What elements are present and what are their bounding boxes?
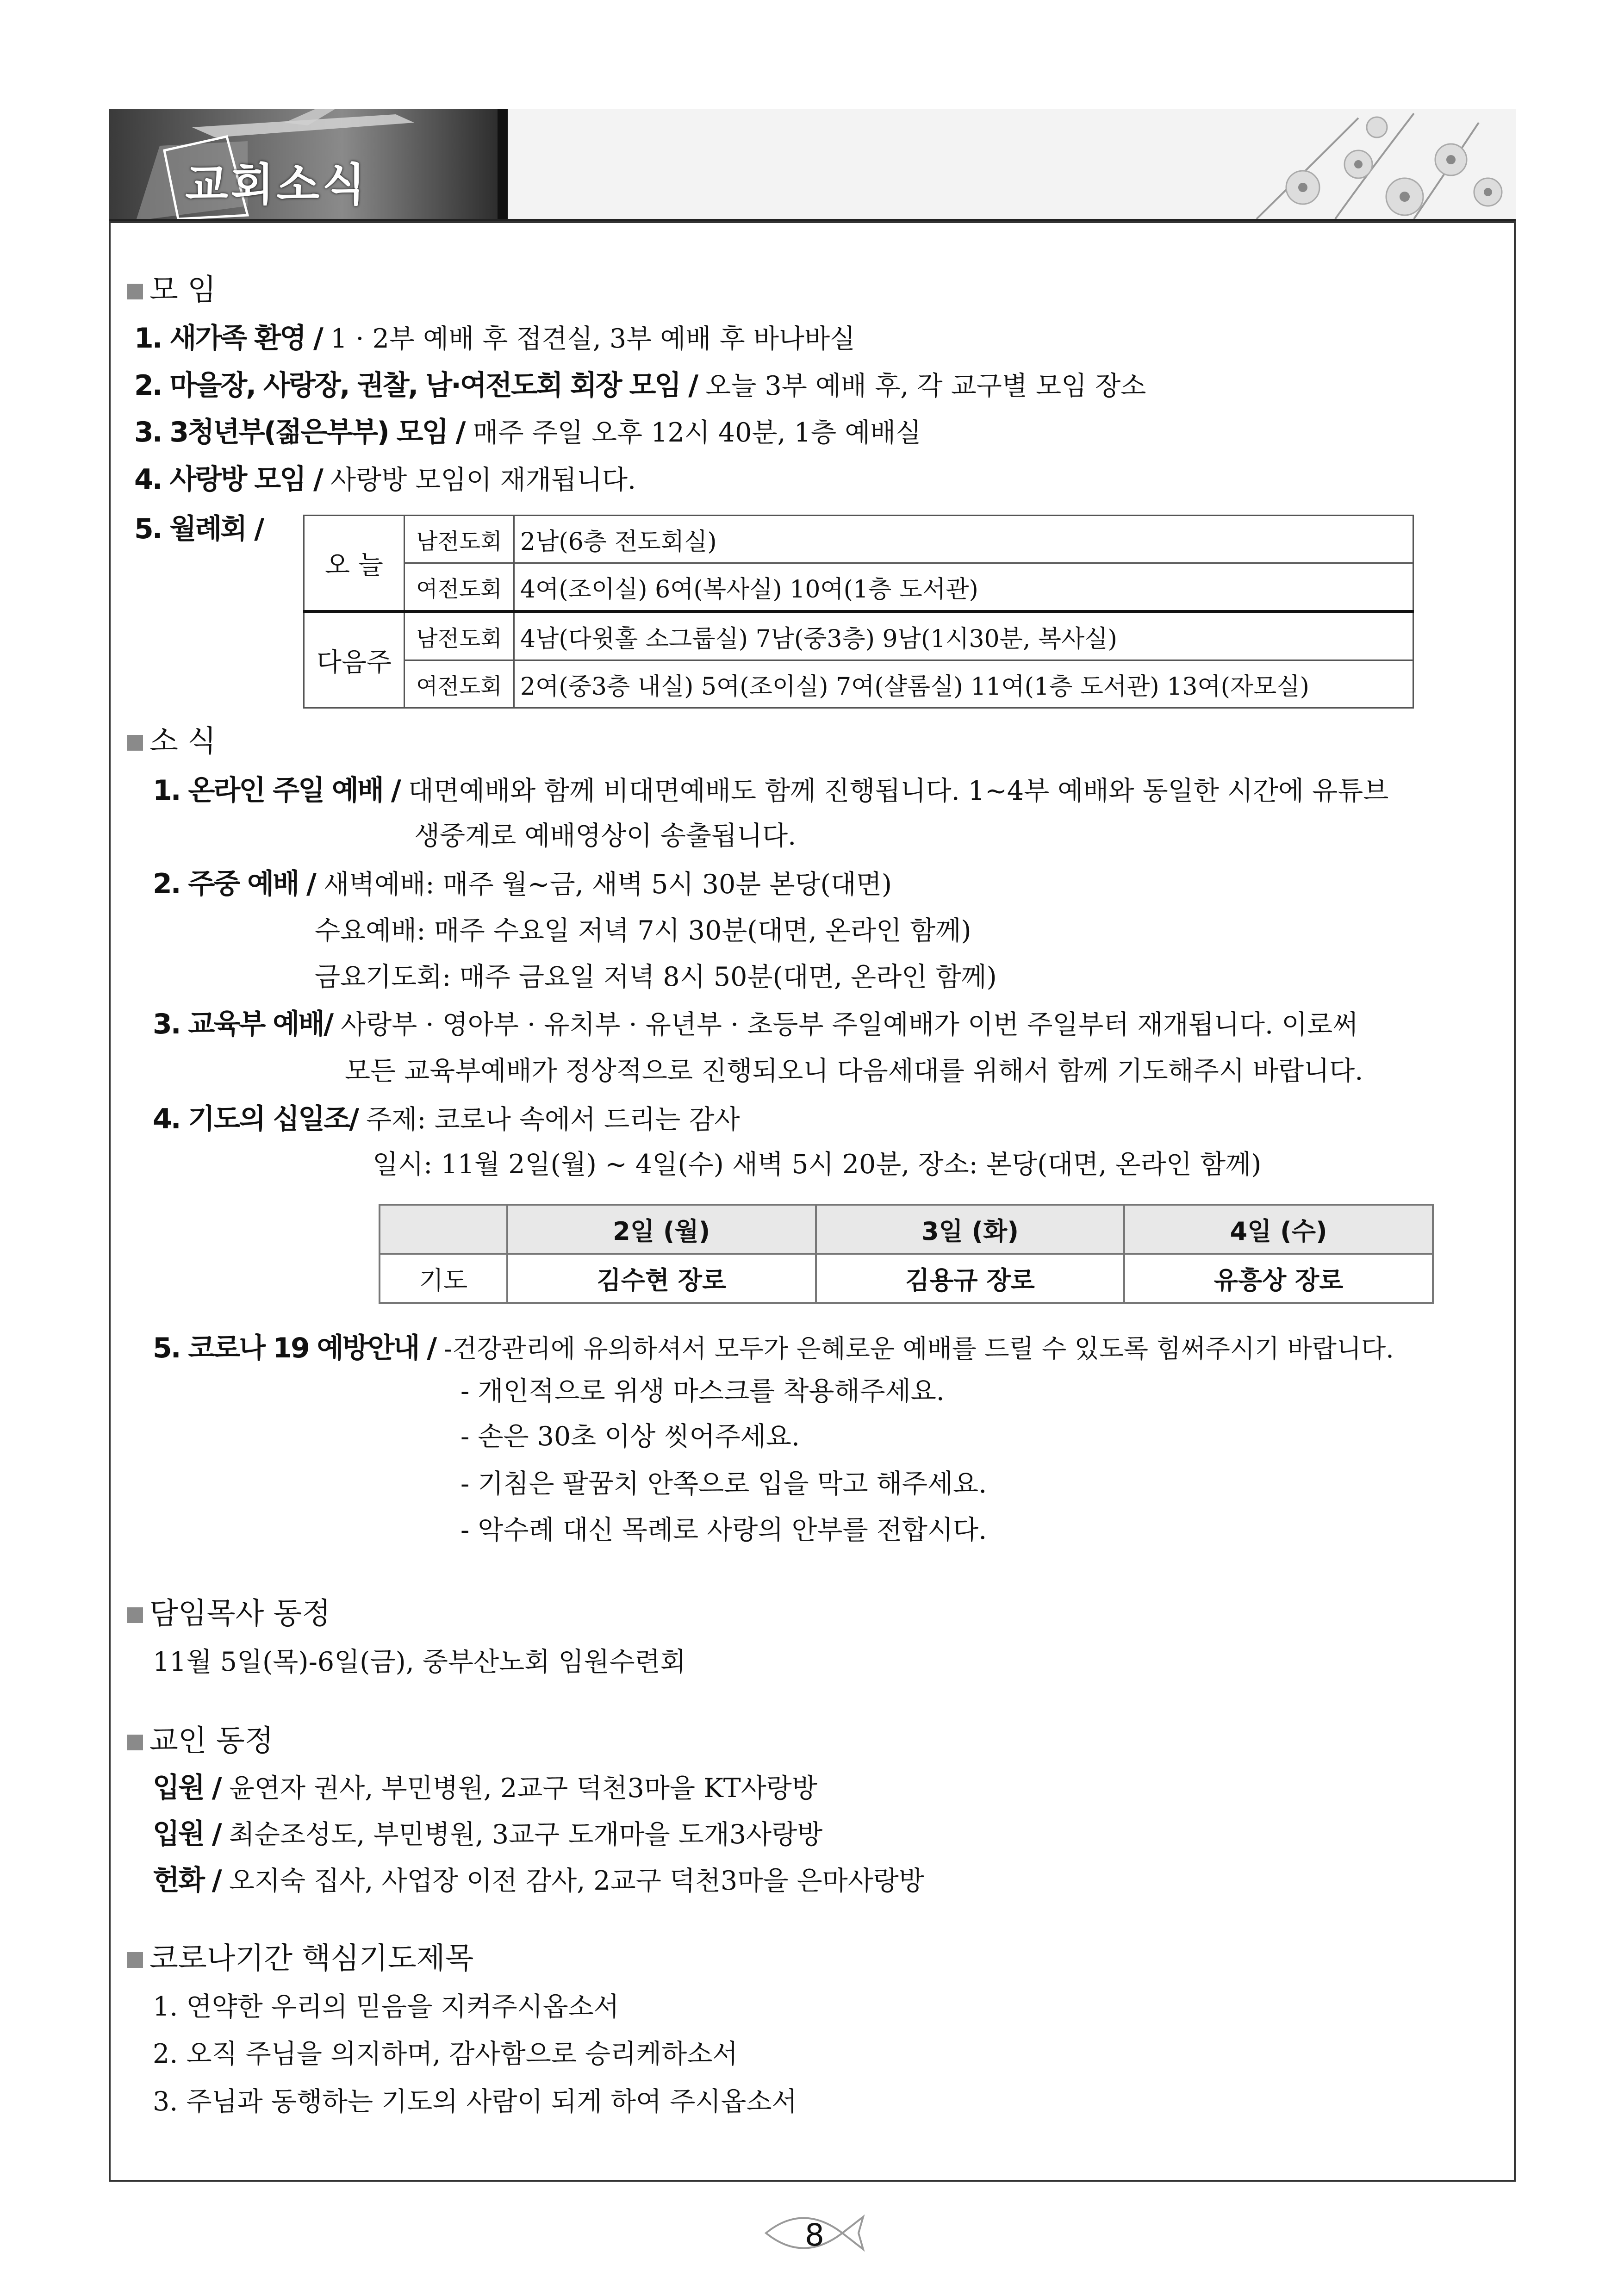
member-item: 입원 / 윤연자 권사, 부민병원, 2교구 덕천3마을 KT사랑방 — [153, 1772, 817, 1804]
table-header-cell: 3일 (화) — [816, 1205, 1125, 1254]
section-heading-news: 소 식 — [127, 717, 216, 760]
table-cell: 김수현 장로 — [507, 1254, 816, 1303]
member-item: 입원 / 최순조성도, 부민병원, 3교구 도개마을 도개3사랑방 — [153, 1818, 823, 1850]
prayer-schedule-table — [379, 1204, 1434, 1304]
table-cell: 여전도회 — [404, 660, 514, 708]
meeting-item: 2. 마을장, 사랑장, 권찰, 남·여전도회 회장 모임 / 오늘 3부 예배 후, 각 교구별 모임 장소 — [134, 369, 1146, 402]
flower-decoration-icon — [1220, 109, 1516, 219]
meeting-item: 4. 사랑방 모임 / 사랑방 모임이 재개됩니다. — [134, 463, 636, 496]
wollye-group-today: 오 늘 — [304, 516, 404, 612]
table-cell: 남전도회 — [404, 612, 514, 660]
page-number — [761, 2205, 868, 2261]
table-row — [304, 563, 1413, 612]
bullet-square-icon — [127, 735, 143, 751]
news-item-continuation: 생중계로 예배영상이 송출됩니다. — [414, 821, 797, 851]
table-row — [380, 1254, 1433, 1303]
bullet-square-icon — [127, 1607, 143, 1623]
news-item: 2. 주중 예배 / 새벽예배: 매주 월~금, 새벽 5시 30분 본당(대면) — [153, 868, 892, 900]
table-cell: 기도 — [380, 1254, 507, 1303]
news-item-continuation: 일시: 11월 2일(월) ~ 4일(수) 새벽 5시 20분, 장소: 본당(대면, 온라인 함께) — [373, 1149, 1262, 1180]
news-item-continuation: 수요예배: 매주 수요일 저녁 7시 30분(대면, 온라인 함께) — [315, 915, 971, 946]
news-item-continuation: - 기침은 팔꿈치 안쪽으로 입을 막고 해주세요. — [461, 1468, 987, 1499]
news-item: 3. 교육부 예배/ 사랑부 · 영아부 · 유치부 · 유년부 · 초등부 주일예배가 이번 주일부터 재개됩니다. 이로써 — [153, 1008, 1358, 1040]
news-item-continuation: 금요기도회: 매주 금요일 저녁 8시 50분(대면, 온라인 함께) — [315, 962, 997, 992]
table-header-cell — [380, 1205, 507, 1254]
header-banner — [109, 109, 1516, 222]
prayer-item: 1. 연약한 우리의 믿음을 지켜주시옵소서 — [153, 1991, 619, 2022]
table-cell: 2남(6층 전도회실) — [514, 516, 1413, 563]
news-item-continuation: 모든 교육부예배가 정상적으로 진행되오니 다음세대를 위해서 함께 기도해주시 바랍니다. — [345, 1056, 1363, 1086]
wollye-table — [303, 515, 1414, 709]
table-cell: 4남(다윗홀 소그룹실) 7남(중3층) 9남(1시30분, 복사실) — [514, 612, 1413, 660]
bullet-square-icon — [127, 1952, 143, 1968]
page-number-text: 8 — [805, 2217, 824, 2253]
table-cell: 2여(중3층 내실) 5여(조이실) 7여(샬롬실) 11여(1층 도서관) 13여(자모실) — [514, 660, 1413, 708]
bullet-square-icon — [127, 284, 143, 299]
table-cell: 4여(조이실) 6여(복사실) 10여(1층 도서관) — [514, 563, 1413, 612]
table-cell: 남전도회 — [404, 516, 514, 563]
news-item: 5. 코로나 19 예방안내 / -건강관리에 유의하셔서 모두가 은혜로운 예배를 드릴 수 있도록 힘써주시기 바랍니다. — [153, 1332, 1394, 1364]
section-heading-meetings: 모 임 — [127, 266, 216, 309]
news-item: 1. 온라인 주일 예배 / 대면예배와 함께 비대면예배도 함께 진행됩니다. 1~4부 예배와 동일한 시간에 유튜브 — [153, 774, 1389, 807]
prayer-item: 2. 오직 주님을 의지하며, 감사함으로 승리케하소서 — [153, 2039, 738, 2069]
pastor-schedule-text: 11월 5일(목)-6일(금), 중부산노회 임원수련회 — [153, 1647, 686, 1677]
table-header-cell: 2일 (월) — [507, 1205, 816, 1254]
meeting-item: 5. 월례회 / — [134, 513, 263, 545]
section-heading-pastor: 담임목사 동정 — [127, 1590, 330, 1632]
header-photo — [109, 109, 498, 219]
member-item: 헌화 / 오지숙 집사, 사업장 이전 감사, 2교구 덕천3마을 은마사랑방 — [153, 1864, 924, 1897]
table-header-cell: 4일 (수) — [1124, 1205, 1433, 1254]
news-item-continuation: - 개인적으로 위생 마스크를 착용해주세요. — [461, 1376, 945, 1406]
news-item: 4. 기도의 십일조/ 주제: 코로나 속에서 드리는 감사 — [153, 1103, 740, 1135]
meeting-item: 3. 3청년부(젊은부부) 모임 / 매주 주일 오후 12시 40분, 1층 예배실 — [134, 416, 921, 448]
table-cell: 여전도회 — [404, 563, 514, 612]
page-title: 교회소식 — [185, 159, 368, 211]
meeting-item: 1. 새가족 환영 / 1 · 2부 예배 후 접견실, 3부 예배 후 바나바실 — [134, 322, 856, 355]
table-cell: 김용규 장로 — [816, 1254, 1125, 1303]
section-heading-members: 교인 동정 — [127, 1717, 274, 1760]
table-cell: 유흥상 장로 — [1124, 1254, 1433, 1303]
table-row — [304, 612, 1413, 660]
table-header-row — [380, 1205, 1433, 1254]
prayer-item: 3. 주님과 동행하는 기도의 사람이 되게 하여 주시옵소서 — [153, 2086, 797, 2117]
wollye-group-next: 다음주 — [304, 612, 404, 708]
bullet-square-icon — [127, 1735, 143, 1750]
news-item-continuation: - 손은 30초 이상 씻어주세요. — [461, 1421, 800, 1452]
header-divider — [498, 109, 508, 219]
table-row — [304, 660, 1413, 708]
section-heading-covid-prayer: 코로나기간 핵심기도제목 — [127, 1935, 473, 1977]
table-row — [304, 516, 1413, 563]
news-item-continuation: - 악수례 대신 목례로 사랑의 안부를 전합시다. — [461, 1515, 987, 1545]
